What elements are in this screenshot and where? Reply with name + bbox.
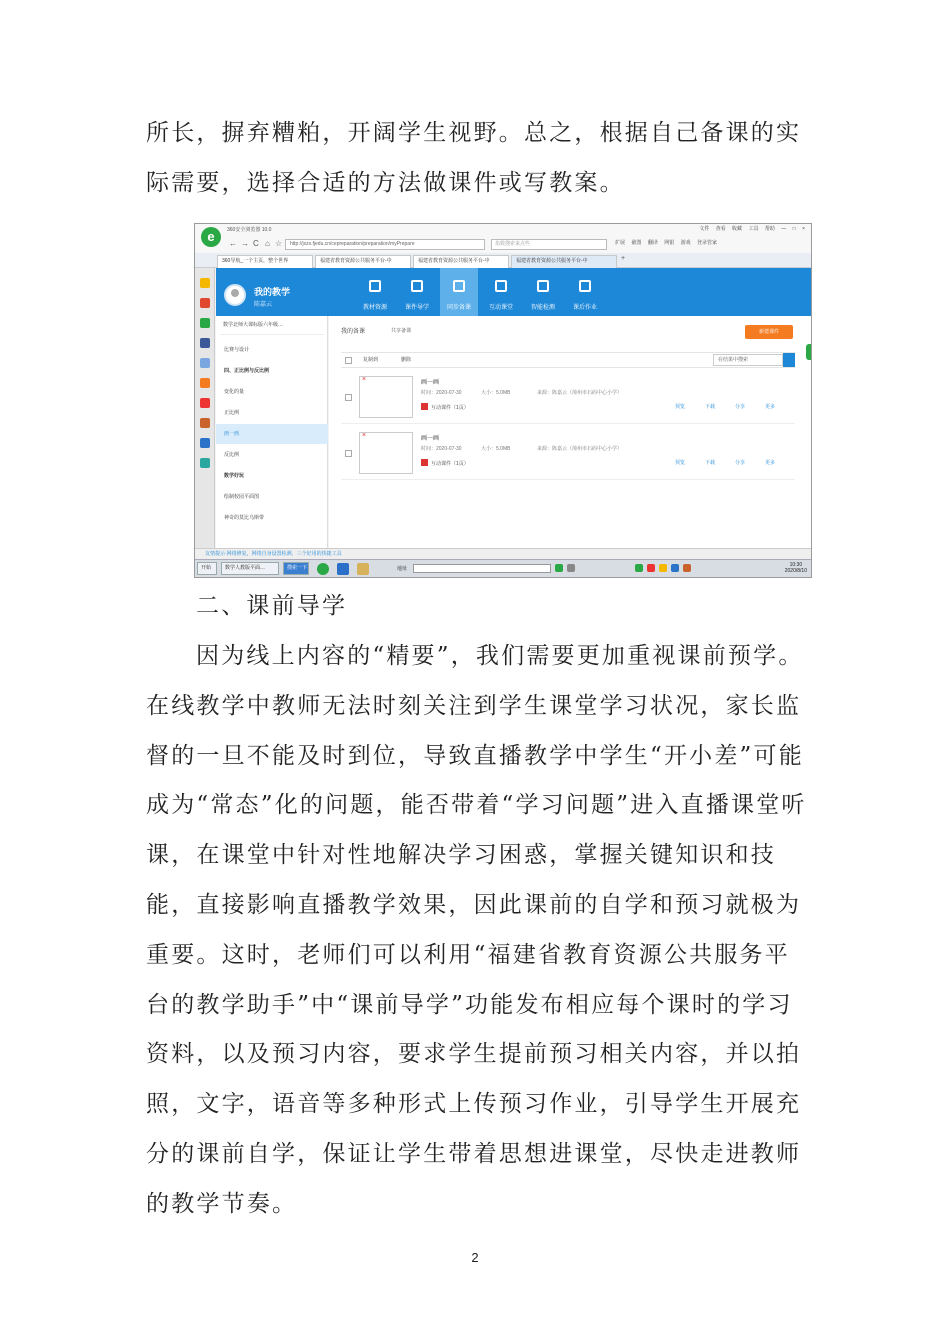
search-input[interactable]: 指数搜索来点些 <box>491 239 607 250</box>
tool-item[interactable]: 登录管家 <box>697 240 718 246</box>
document-icon <box>411 280 423 292</box>
browser-tab[interactable]: 福建省教育资源公共服务平台-中 <box>315 255 411 268</box>
tray-icon[interactable] <box>567 564 575 572</box>
file-time: 时间：2020-07-30 <box>421 390 462 396</box>
row-checkbox[interactable] <box>345 394 352 401</box>
list-item <box>341 372 795 424</box>
clock[interactable] <box>785 562 807 574</box>
tool-item[interactable]: 扩展 <box>615 240 626 246</box>
browser-sidebar <box>195 268 215 548</box>
home-icon[interactable]: ⌂ <box>265 239 270 248</box>
tray-icon[interactable] <box>635 564 643 572</box>
paragraph-intro: 所长，摒弃糟粕，开阔学生视野。总之，根据自己备课的实际需要，选择合适的方法做课件或写教案。 <box>146 120 802 196</box>
sidebar-item[interactable]: 比赛与设计 <box>224 347 250 353</box>
browser-tab[interactable]: 360导航_一个主页，整个世界 <box>217 255 313 268</box>
app-icon[interactable] <box>200 418 210 428</box>
file-name[interactable]: 画一画 <box>421 380 440 386</box>
side-handle[interactable] <box>806 344 811 360</box>
browser-menus <box>694 226 805 232</box>
sidebar-item[interactable]: 正比例 <box>224 410 240 416</box>
tool-item[interactable]: 网银 <box>664 240 675 246</box>
tray-icon[interactable] <box>683 564 691 572</box>
close-icon[interactable]: × <box>802 226 805 232</box>
app-taskbar-icon[interactable] <box>357 563 369 575</box>
weibo-icon[interactable] <box>200 298 210 308</box>
tray-icon[interactable] <box>647 564 655 572</box>
app-header <box>216 268 811 316</box>
user-name: 陈嘉云 <box>254 302 273 308</box>
app-icon[interactable] <box>200 458 210 468</box>
menu-item[interactable]: 工具 <box>748 226 759 232</box>
menu-item[interactable]: 文件 <box>699 226 710 232</box>
browser-navbar <box>195 237 811 253</box>
start-button[interactable]: 开始 <box>197 562 217 575</box>
page-number: 2 <box>471 1250 479 1265</box>
paragraph-body: 因为线上内容的“精要”，我们需要更加重视课前预学。在线教学中教师无法时刻关注到学生课堂学习状况，家长监督的一旦不能及时到位，导致直播教学中学生“开小差”可能成为“常态”化的问题，能否带着“学习问题”进入直播课堂听课，在课堂中针对性地解决学习困惑，掌握关键知识和技能，直接影响直播教学效果，因此课前的自学和预习就极为重要。这时，老师们可以利用“福建省教育资源公共服务平台的教学助手”中“课前导学”功能发布相应每个课时的学习资料，以及预习内容，要求学生提前预习相关内容，并以拍照，文字，语音等多种形式上传预习作业，引导学生开展充分的课前自学，保证让学生带着思想进课堂，尽快走进教师的教学节奏。 <box>146 643 807 1217</box>
preview-button[interactable]: 预览 <box>675 404 686 410</box>
app-icon[interactable] <box>200 358 210 368</box>
browser-tab-active[interactable]: 福建省教育资源公共服务平台-中 <box>511 255 617 268</box>
row-checkbox[interactable] <box>345 450 352 457</box>
sidebar-item[interactable]: 变化的量 <box>224 389 245 395</box>
file-name[interactable]: 画一画 <box>421 436 440 442</box>
app-icon[interactable] <box>200 338 210 348</box>
search-input[interactable]: 在结果中搜索 <box>713 354 783 366</box>
clock-time: 10:30 <box>789 562 803 568</box>
favorites-icon[interactable] <box>200 278 210 288</box>
browser-titlebar <box>195 224 811 237</box>
menu-item[interactable]: 查看 <box>715 226 726 232</box>
nav-label: 互动课堂 <box>488 305 513 311</box>
tab-my-prep[interactable]: 我的备课 <box>341 329 366 335</box>
refresh-icon[interactable]: C <box>253 239 259 248</box>
preview-button[interactable]: 预览 <box>675 460 686 466</box>
sidebar-item[interactable]: 四、正比例与反比例 <box>224 368 270 374</box>
download-button[interactable]: 下载 <box>705 404 716 410</box>
nav-courseware[interactable] <box>398 268 436 316</box>
briefcase-icon <box>579 280 591 292</box>
address-label: 地址 <box>397 566 408 572</box>
tray-icon[interactable] <box>671 564 679 572</box>
nav-homework[interactable] <box>566 268 604 316</box>
app-title: 我的教学 <box>254 287 291 297</box>
search-icon[interactable] <box>783 353 795 367</box>
taskbar-item[interactable]: 搜索一下 <box>283 562 309 575</box>
app-icon[interactable] <box>200 398 210 408</box>
browser-tools <box>615 240 722 246</box>
tab-shared-prep[interactable]: 共享备课 <box>391 328 412 334</box>
file-type-label: 互动课件（1页） <box>431 405 469 411</box>
checkbox-icon <box>537 280 549 292</box>
avatar[interactable] <box>224 284 246 306</box>
nav-label: 教材资源 <box>362 305 387 311</box>
address-bar[interactable]: http://jxzs.fjedu.cn/cepreparation/preparation/myPrepare <box>285 239 485 250</box>
chapter-sidebar <box>216 316 328 548</box>
taskbar-item[interactable]: 数学人教版平面… <box>221 562 279 575</box>
browser-logo: e <box>201 227 221 247</box>
status-text[interactable]: 友情提示·网络修复，网络自身设置检测，三个好用的快捷工具 <box>205 551 342 557</box>
new-courseware-button[interactable]: 新建课件 <box>745 325 793 339</box>
word-taskbar-icon[interactable] <box>337 563 349 575</box>
back-icon[interactable]: ← <box>229 239 237 248</box>
pdf-icon <box>421 403 428 410</box>
folder-icon <box>369 280 381 292</box>
file-size: 大小：5.0MB <box>481 446 511 452</box>
maximize-icon[interactable]: □ <box>792 226 796 232</box>
minimize-icon[interactable]: — <box>781 226 787 232</box>
browser-statusbar <box>195 548 811 559</box>
sidebar-item-active[interactable]: 画一画 <box>216 424 328 444</box>
star-icon[interactable]: ☆ <box>275 239 283 248</box>
more-button[interactable]: 更多 <box>765 460 776 466</box>
menu-item[interactable]: 帮助 <box>764 226 775 232</box>
tray-icon[interactable] <box>555 564 563 572</box>
nav-label: 智能检测 <box>530 305 555 311</box>
browser-tabbar <box>195 253 811 268</box>
taskbar-address-input[interactable] <box>413 564 551 573</box>
share-button[interactable]: 分享 <box>735 404 746 410</box>
nav-materials[interactable] <box>356 268 394 316</box>
pdf-icon <box>421 459 428 466</box>
clock-date: 2020/8/10 <box>784 568 807 574</box>
nav-label: 同步备课 <box>446 305 471 311</box>
course-select[interactable]: 数学北师大课标版六年级… <box>220 322 324 335</box>
taskbar <box>195 559 811 577</box>
nav-sync-prep[interactable] <box>440 268 478 316</box>
file-type-label: 互动课件（1页） <box>431 461 469 467</box>
file-type <box>421 403 469 411</box>
sidebar-item[interactable]: 数学好玩 <box>224 473 245 479</box>
app-icon[interactable] <box>200 378 210 388</box>
sidebar-item[interactable]: 神奇的莫比乌斯带 <box>224 515 265 521</box>
thumbnail[interactable] <box>359 376 413 418</box>
app-icon[interactable] <box>200 438 210 448</box>
section-heading: 二、课前导学 <box>196 593 348 619</box>
list-item <box>341 428 795 480</box>
main-panel <box>329 316 811 548</box>
app-icon[interactable] <box>200 318 210 328</box>
sidebar-item[interactable]: 反比例 <box>224 452 240 458</box>
menu-item[interactable]: 收藏 <box>732 226 743 232</box>
tool-item[interactable]: 翻译 <box>647 240 658 246</box>
select-all-checkbox[interactable] <box>345 357 352 364</box>
file-size: 大小：5.0MB <box>481 390 511 396</box>
download-button[interactable]: 下载 <box>705 460 716 466</box>
new-tab-icon[interactable]: + <box>621 255 626 262</box>
more-button[interactable]: 更多 <box>765 404 776 410</box>
share-button[interactable]: 分享 <box>735 460 746 466</box>
tool-item[interactable]: 截图 <box>631 240 642 246</box>
browser-title: 360安全浏览器 10.0 <box>227 227 272 233</box>
forward-icon[interactable]: → <box>241 239 249 248</box>
thumbnail[interactable] <box>359 432 413 474</box>
nav-label: 课件导学 <box>404 305 429 311</box>
nav-interactive-class[interactable] <box>482 268 520 316</box>
nav-label: 课后作业 <box>572 305 597 311</box>
browser-taskbar-icon[interactable] <box>317 563 329 575</box>
tool-item[interactable]: 游戏 <box>680 240 691 246</box>
embedded-screenshot <box>194 223 812 578</box>
copy-button[interactable]: 复制到 <box>363 357 379 363</box>
nav-smart-test[interactable] <box>524 268 562 316</box>
browser-tab[interactable]: 福建省教育资源公共服务平台-中 <box>413 255 509 268</box>
file-source: 来源：陈嘉云（漳州市石码中心小学） <box>537 446 623 452</box>
tray-icon[interactable] <box>659 564 667 572</box>
delete-button[interactable]: 删除 <box>401 357 412 363</box>
file-time: 时间：2020-07-30 <box>421 446 462 452</box>
list-toolbar <box>341 352 795 368</box>
file-type <box>421 459 469 467</box>
monitor-icon <box>495 280 507 292</box>
sidebar-item[interactable]: 绘制校园平面图 <box>224 494 260 500</box>
edit-icon <box>453 280 465 292</box>
file-source: 来源：陈嘉云（漳州市石码中心小学） <box>537 390 623 396</box>
